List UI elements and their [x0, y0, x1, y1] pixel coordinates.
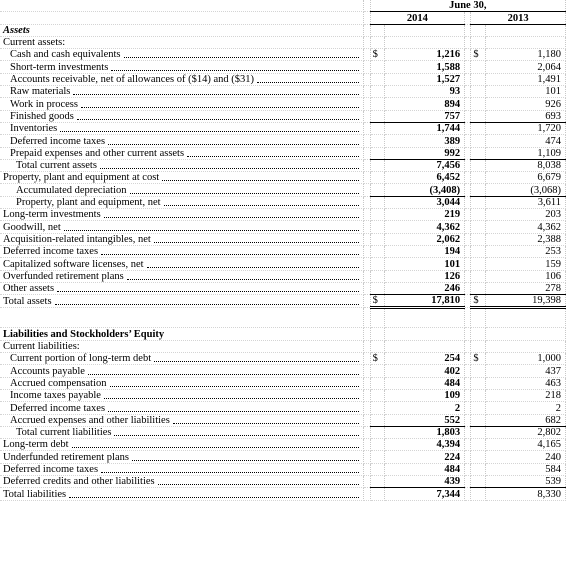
dot-leader — [88, 373, 359, 375]
row-label: Long-term investments — [0, 209, 364, 221]
dollar-sign-2013 — [471, 159, 485, 171]
value-2013: 1,109 — [485, 147, 565, 159]
dollar-sign-2014 — [370, 426, 384, 438]
period-header-row — [0, 0, 566, 12]
dot-leader — [173, 422, 360, 424]
value-2014: 1,588 — [384, 61, 464, 73]
value-2013: 2,802 — [485, 426, 565, 438]
dollar-sign-2013 — [471, 221, 485, 233]
table-row — [0, 258, 566, 270]
value-2014: 219 — [384, 209, 464, 221]
dot-leader — [69, 496, 359, 498]
row-label: Deferred credits and other liabilities — [0, 475, 364, 487]
value-2014: 1,803 — [384, 426, 464, 438]
row-label: Current liabilities: — [0, 340, 364, 352]
value-2013: 159 — [485, 258, 565, 270]
value-2013: 584 — [485, 463, 565, 475]
value-2014: 484 — [384, 377, 464, 389]
value-2013: 6,679 — [485, 172, 565, 184]
dollar-sign-2013 — [471, 147, 485, 159]
value-2013 — [485, 24, 565, 36]
table-row — [0, 209, 566, 221]
dollar-sign-2013 — [471, 439, 485, 451]
table-row — [0, 389, 566, 401]
value-2014: 7,456 — [384, 159, 464, 171]
row-label: Current portion of long-term debt — [0, 353, 364, 365]
table-row — [0, 463, 566, 475]
value-2014: 101 — [384, 258, 464, 270]
dot-leader — [164, 204, 360, 206]
row-label: Property, plant and equipment, net — [0, 196, 364, 208]
row-label: Acquisition-related intangibles, net — [0, 233, 364, 245]
value-2013: 1,491 — [485, 73, 565, 85]
dollar-sign-2014 — [370, 389, 384, 401]
row-label: Cash and cash equivalents — [0, 49, 364, 61]
dollar-sign-2013 — [471, 122, 485, 134]
table-row — [0, 24, 566, 36]
dollar-sign-2014 — [370, 196, 384, 208]
value-2013: 1,000 — [485, 353, 565, 365]
dot-leader — [81, 106, 359, 108]
value-2013: 2,064 — [485, 61, 565, 73]
value-2014: 194 — [384, 245, 464, 257]
dot-leader — [72, 446, 360, 448]
dot-leader — [110, 385, 360, 387]
spacer-row — [0, 308, 566, 328]
value-2014: 6,452 — [384, 172, 464, 184]
value-2013 — [485, 340, 565, 352]
table-row — [0, 184, 566, 196]
dot-leader — [60, 130, 359, 132]
dollar-sign-2013 — [471, 402, 485, 414]
dollar-sign-2013 — [471, 414, 485, 426]
row-label: Deferred income taxes — [0, 245, 364, 257]
dollar-sign-2014 — [370, 98, 384, 110]
dollar-sign-2013 — [471, 328, 485, 340]
dollar-sign-2013 — [471, 98, 485, 110]
dot-leader — [108, 143, 359, 145]
dot-leader — [108, 410, 359, 412]
dot-leader — [147, 266, 360, 268]
value-2014: 552 — [384, 414, 464, 426]
dollar-sign-2013: $ — [471, 295, 485, 308]
dot-leader — [124, 56, 360, 58]
value-2013: 253 — [485, 245, 565, 257]
table-row — [0, 377, 566, 389]
dollar-sign-2014 — [370, 451, 384, 463]
value-2013: 19,398 — [485, 295, 565, 308]
value-2013: 926 — [485, 98, 565, 110]
value-2013: 1,720 — [485, 122, 565, 134]
value-2014: 246 — [384, 282, 464, 294]
value-2013: 4,362 — [485, 221, 565, 233]
dollar-sign-2013 — [471, 389, 485, 401]
dollar-sign-2014 — [370, 172, 384, 184]
row-label: Liabilities and Stockholders’ Equity — [0, 328, 364, 340]
table-row — [0, 245, 566, 257]
value-2014: 1,527 — [384, 73, 464, 85]
value-2014: 2,062 — [384, 233, 464, 245]
dollar-sign-2013 — [471, 86, 485, 98]
value-2014: 3,044 — [384, 196, 464, 208]
dot-leader — [104, 397, 359, 399]
row-label: Property, plant and equipment at cost — [0, 172, 364, 184]
row-label: Total liabilities — [0, 488, 364, 500]
row-label: Other assets — [0, 282, 364, 294]
year-header-row — [0, 12, 566, 24]
dot-leader — [57, 290, 359, 292]
dot-leader — [132, 459, 359, 461]
dollar-sign-2014 — [370, 61, 384, 73]
row-label: Finished goods — [0, 110, 364, 122]
dollar-sign-2013 — [471, 73, 485, 85]
dollar-sign-2014: $ — [370, 49, 384, 61]
value-2013: 8,038 — [485, 159, 565, 171]
dollar-sign-2014 — [370, 402, 384, 414]
value-2013: 106 — [485, 270, 565, 282]
table-row — [0, 49, 566, 61]
value-2013 — [485, 36, 565, 48]
row-label: Goodwill, net — [0, 221, 364, 233]
table-row — [0, 340, 566, 352]
value-2014 — [384, 24, 464, 36]
row-label: Accrued expenses and other liabilities — [0, 414, 364, 426]
dot-leader — [100, 167, 360, 169]
value-2013: 8,330 — [485, 488, 565, 500]
table-row — [0, 270, 566, 282]
value-2014: 7,344 — [384, 488, 464, 500]
dollar-sign-2013: $ — [471, 353, 485, 365]
dollar-sign-2014 — [370, 36, 384, 48]
value-2014: 439 — [384, 475, 464, 487]
table-row — [0, 147, 566, 159]
dollar-sign-2014 — [370, 328, 384, 340]
table-row — [0, 488, 566, 500]
dot-leader — [154, 360, 359, 362]
value-2013: 474 — [485, 135, 565, 147]
dollar-sign-2013 — [471, 463, 485, 475]
col-header-2013: 2013 — [471, 12, 566, 24]
table-row — [0, 172, 566, 184]
value-2013: 240 — [485, 451, 565, 463]
dot-leader — [55, 303, 360, 305]
table-row — [0, 282, 566, 294]
table-row — [0, 402, 566, 414]
table-row — [0, 451, 566, 463]
value-2014: 4,394 — [384, 439, 464, 451]
dollar-sign-2014 — [370, 340, 384, 352]
dollar-sign-2014 — [370, 258, 384, 270]
table-row — [0, 98, 566, 110]
row-label: Overfunded retirement plans — [0, 270, 364, 282]
value-2014: 2 — [384, 402, 464, 414]
dot-leader — [154, 241, 360, 243]
dollar-sign-2013 — [471, 135, 485, 147]
dollar-sign-2014 — [370, 135, 384, 147]
table-row — [0, 221, 566, 233]
row-label: Short-term investments — [0, 61, 364, 73]
dot-leader — [257, 81, 359, 83]
dollar-sign-2013 — [471, 36, 485, 48]
table-row — [0, 73, 566, 85]
dot-leader — [104, 216, 360, 218]
dollar-sign-2014 — [370, 365, 384, 377]
value-2013: 1,180 — [485, 49, 565, 61]
value-2013: 2,388 — [485, 233, 565, 245]
value-2014: 126 — [384, 270, 464, 282]
dollar-sign-2014 — [370, 377, 384, 389]
value-2014: 1,216 — [384, 49, 464, 61]
dot-leader — [77, 118, 360, 120]
table-row — [0, 414, 566, 426]
dollar-sign-2013 — [471, 270, 485, 282]
table-row — [0, 61, 566, 73]
row-label: Long-term debt — [0, 439, 364, 451]
dot-leader — [130, 192, 360, 194]
dollar-sign-2013 — [471, 475, 485, 487]
row-label: Accounts payable — [0, 365, 364, 377]
table-row — [0, 135, 566, 147]
dollar-sign-2014: $ — [370, 295, 384, 308]
value-2014: 17,810 — [384, 295, 464, 308]
row-label: Capitalized software licenses, net — [0, 258, 364, 270]
row-label: Accumulated depreciation — [0, 184, 364, 196]
value-2014: 894 — [384, 98, 464, 110]
dollar-sign-2014 — [370, 24, 384, 36]
dollar-sign-2014 — [370, 475, 384, 487]
dollar-sign-2013 — [471, 426, 485, 438]
value-2014: 992 — [384, 147, 464, 159]
dollar-sign-2014 — [370, 147, 384, 159]
dollar-sign-2014 — [370, 110, 384, 122]
dollar-sign-2014 — [370, 209, 384, 221]
dot-leader — [114, 434, 359, 436]
row-label: Underfunded retirement plans — [0, 451, 364, 463]
row-label: Work in process — [0, 98, 364, 110]
dot-leader — [127, 278, 360, 280]
row-label: Raw materials — [0, 86, 364, 98]
statement-body — [0, 24, 566, 500]
col-header-2014: 2014 — [370, 12, 465, 24]
value-2014: 224 — [384, 451, 464, 463]
value-2013: 203 — [485, 209, 565, 221]
value-2013: 463 — [485, 377, 565, 389]
value-2013: 437 — [485, 365, 565, 377]
value-2014: 93 — [384, 86, 464, 98]
table-row — [0, 328, 566, 340]
dot-leader — [101, 253, 359, 255]
dollar-sign-2014: $ — [370, 353, 384, 365]
dollar-sign-2014 — [370, 463, 384, 475]
table-row — [0, 365, 566, 377]
value-2014 — [384, 340, 464, 352]
table-row — [0, 426, 566, 438]
dollar-sign-2013 — [471, 451, 485, 463]
dollar-sign-2013 — [471, 61, 485, 73]
dollar-sign-2014 — [370, 159, 384, 171]
dot-leader — [187, 155, 359, 157]
row-label: Prepaid expenses and other current assets — [0, 147, 364, 159]
dollar-sign-2013 — [471, 340, 485, 352]
value-2013: 3,611 — [485, 196, 565, 208]
value-2014: 254 — [384, 353, 464, 365]
dollar-sign-2014 — [370, 184, 384, 196]
dollar-sign-2014 — [370, 221, 384, 233]
dot-leader — [64, 229, 360, 231]
row-label: Income taxes payable — [0, 389, 364, 401]
value-2014: 109 — [384, 389, 464, 401]
row-label: Accrued compensation — [0, 377, 364, 389]
row-label: Assets — [0, 24, 364, 36]
dot-leader — [162, 179, 359, 181]
dollar-sign-2013 — [471, 24, 485, 36]
table-row — [0, 233, 566, 245]
table-row — [0, 86, 566, 98]
value-2014: 4,362 — [384, 221, 464, 233]
row-label: Deferred income taxes — [0, 135, 364, 147]
dollar-sign-2013 — [471, 258, 485, 270]
value-2013: 539 — [485, 475, 565, 487]
row-label: Total current liabilities — [0, 426, 364, 438]
table-row — [0, 196, 566, 208]
value-2014: 484 — [384, 463, 464, 475]
period-header: June 30, — [370, 0, 565, 12]
row-label: Deferred income taxes — [0, 463, 364, 475]
table-row — [0, 295, 566, 308]
value-2013: 4,165 — [485, 439, 565, 451]
value-2013: 278 — [485, 282, 565, 294]
row-label: Total assets — [0, 295, 364, 308]
table-row — [0, 159, 566, 171]
table-row — [0, 122, 566, 134]
value-2014 — [384, 328, 464, 340]
value-2013: 693 — [485, 110, 565, 122]
value-2013: 2 — [485, 402, 565, 414]
dollar-sign-2014 — [370, 439, 384, 451]
dollar-sign-2013 — [471, 209, 485, 221]
dollar-sign-2014 — [370, 122, 384, 134]
row-label: Deferred income taxes — [0, 402, 364, 414]
value-2014 — [384, 36, 464, 48]
dollar-sign-2014 — [370, 73, 384, 85]
dollar-sign-2013 — [471, 377, 485, 389]
dollar-sign-2013 — [471, 245, 485, 257]
value-2014: 757 — [384, 110, 464, 122]
row-label: Total current assets — [0, 159, 364, 171]
dollar-sign-2014 — [370, 245, 384, 257]
dot-leader — [111, 69, 359, 71]
row-label: Inventories — [0, 122, 364, 134]
table-row — [0, 439, 566, 451]
table-row — [0, 36, 566, 48]
table-row — [0, 353, 566, 365]
dollar-sign-2013 — [471, 172, 485, 184]
dollar-sign-2014 — [370, 414, 384, 426]
dollar-sign-2013 — [471, 365, 485, 377]
dollar-sign-2013: $ — [471, 49, 485, 61]
dot-leader — [158, 483, 360, 485]
dollar-sign-2013 — [471, 488, 485, 500]
value-2013: 682 — [485, 414, 565, 426]
dollar-sign-2013 — [471, 233, 485, 245]
dot-leader — [101, 471, 359, 473]
value-2014: 1,744 — [384, 122, 464, 134]
value-2013: 101 — [485, 86, 565, 98]
dollar-sign-2014 — [370, 233, 384, 245]
dollar-sign-2013 — [471, 196, 485, 208]
dollar-sign-2013 — [471, 110, 485, 122]
value-2014: 402 — [384, 365, 464, 377]
dollar-sign-2013 — [471, 184, 485, 196]
value-2014: (3,408) — [384, 184, 464, 196]
value-2013 — [485, 328, 565, 340]
dollar-sign-2014 — [370, 86, 384, 98]
dollar-sign-2013 — [471, 282, 485, 294]
row-label: Accounts receivable, net of allowances of ($14) and ($31) — [0, 73, 364, 85]
row-label: Current assets: — [0, 36, 364, 48]
table-row — [0, 110, 566, 122]
dollar-sign-2014 — [370, 488, 384, 500]
table-row — [0, 475, 566, 487]
dollar-sign-2014 — [370, 270, 384, 282]
value-2013: (3,068) — [485, 184, 565, 196]
dollar-sign-2014 — [370, 282, 384, 294]
value-2013: 218 — [485, 389, 565, 401]
dot-leader — [73, 93, 359, 95]
value-2014: 389 — [384, 135, 464, 147]
